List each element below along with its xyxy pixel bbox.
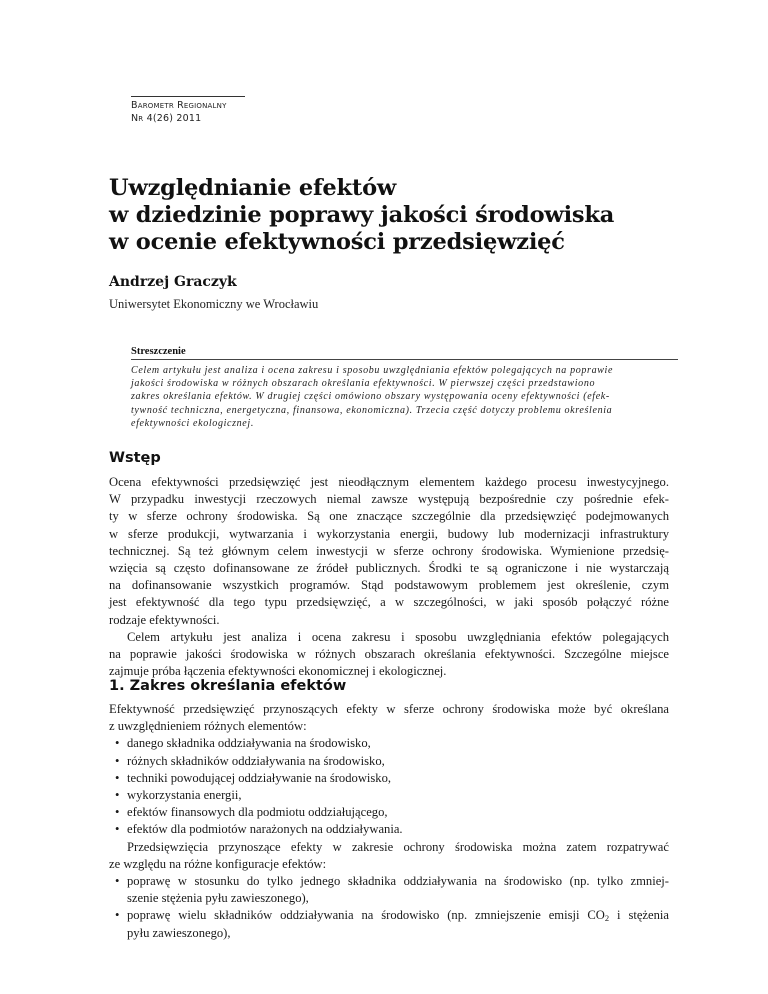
abstract xyxy=(131,345,678,430)
title-line: w dziedzinie poprawy jakości środowiska xyxy=(109,202,615,228)
text-line: Efektywność przedsięwzięć przynoszących efekty w sferze ochrony środowiska może być określana xyxy=(109,702,669,716)
title-line: w ocenie efektywności przedsięwzięć xyxy=(109,229,565,255)
list-item-text: efektów dla podmiotów narażonych na oddziaływania. xyxy=(127,822,403,837)
text-segment: poprawę wielu składników oddziaływania na środowisko (np. zmniejszenie emisji CO xyxy=(127,908,605,923)
abstract-line: Celem artykułu jest analiza i ocena zakresu i sposobu uwzględniania efektów polegających na poprawie xyxy=(131,365,614,376)
list-item xyxy=(109,753,669,770)
abstract-line: tywność techniczna, energetyczna, finansowa, ekonomiczna). Trzecia część dotyczy problemu określenia xyxy=(131,404,613,416)
effects-elements-list xyxy=(109,735,669,838)
text-line: na poprawie jakości środowiska w różnych obszarach określania efektywności. Szczególne miejsce xyxy=(109,647,669,662)
list-item xyxy=(109,770,669,787)
text-line: zajmuje próba łączenia efektywności ekonomicznej i ekologicznej. xyxy=(109,664,447,679)
list-item-line: pyłu zawieszonego), xyxy=(127,925,231,940)
list-item-text: danego składnika oddziaływania na środowisko, xyxy=(127,736,371,751)
effects-configurations-list xyxy=(109,873,669,942)
section1-body xyxy=(109,701,669,942)
journal-issue: Nr 4(26) 2011 xyxy=(131,113,202,124)
text-line: jest efektywność dla tego typu przedsięwzięć, a w szczególności, w jaki sposób połączyć różne xyxy=(109,595,669,610)
abstract-line: efektywności ekologicznej. xyxy=(131,417,254,429)
bullet-icon: • xyxy=(115,874,120,889)
abstract-line: jakości środowiska w różnych obszarach określania efektywności. W pierwszej części przedstawiono xyxy=(131,378,596,390)
section1-paragraph-2 xyxy=(109,839,669,873)
text-line: Celem artykułu jest analiza i ocena zakresu i sposobu uwzględniania efektów polegających xyxy=(127,629,669,644)
text-line: wzięcia są często dofinansowane ze źródeł publicznych. Środki te są ograniczone i nie wystarczają xyxy=(109,561,669,576)
author-affiliation: Uniwersytet Ekonomiczny we Wrocławiu xyxy=(109,297,319,311)
bullet-icon: • xyxy=(115,736,120,751)
intro-paragraph-1 xyxy=(109,474,669,629)
list-item-text: różnych składników oddziaływania na środowisko, xyxy=(127,753,385,768)
list-item-line: szenie stężenia pyłu zawieszonego), xyxy=(127,891,309,906)
author-name: Andrzej Graczyk xyxy=(109,274,237,290)
subscript: 2 xyxy=(604,913,610,924)
section1-paragraph-1 xyxy=(109,701,669,735)
list-item xyxy=(109,873,669,907)
list-item-text: efektów finansowych dla podmiotu oddziałującego, xyxy=(127,805,388,820)
bullet-icon: • xyxy=(115,753,120,768)
intro-body xyxy=(109,474,669,680)
list-item xyxy=(109,821,669,838)
text-line: na dofinansowanie wszystkich programów. Stąd podstawowym problemem jest określenie, czym xyxy=(109,578,669,593)
list-item xyxy=(109,804,669,821)
text-line: rodzaje efektywności. xyxy=(109,612,220,627)
bullet-icon: • xyxy=(115,770,120,785)
journal-header xyxy=(131,96,245,125)
section-heading-intro: Wstęp xyxy=(109,450,161,466)
list-item xyxy=(109,907,669,941)
section-heading-1: 1. Zakres określania efektów xyxy=(109,678,347,694)
text-line: Ocena efektywności przedsięwzięć jest nieodłącznym elementem każdego procesu inwestycyjnego. xyxy=(109,475,669,489)
text-line: ze względu na różne konfiguracje efektów: xyxy=(109,856,327,871)
list-item-line xyxy=(127,907,669,924)
text-line: W przypadku inwestycji rzeczowych niemal zawsze występują bezpośrednie czy pośrednie efek- xyxy=(109,492,669,507)
list-item-line: poprawę w stosunku do tylko jednego składnika oddziaływania na środowisko (np. tylko zmniej- xyxy=(127,874,669,889)
intro-paragraph-2 xyxy=(109,629,669,681)
bullet-icon: • xyxy=(115,788,120,803)
bullet-icon: • xyxy=(115,822,120,837)
abstract-heading: Streszczenie xyxy=(131,345,678,360)
bullet-icon: • xyxy=(115,805,120,820)
text-line: ty w sferze ochrony środowiska. Są one znaczące szczególnie dla przedsięwzięć podejmowanych xyxy=(109,509,669,524)
text-segment: i stężenia xyxy=(609,908,669,923)
list-item-text: techniki powodującej oddziaływanie na środowisko, xyxy=(127,770,392,785)
abstract-line: zakres określania efektów. W drugiej części omówiono obszary występowania oceny efektywności (efek- xyxy=(131,391,610,403)
abstract-body xyxy=(131,364,678,430)
journal-name: Barometr Regionalny xyxy=(131,100,227,111)
text-line: z uwzględnieniem różnych elementów: xyxy=(109,719,307,734)
text-line: w sferze produkcji, wytwarzania i wykorzystania energii, budowy lub modernizacji infrastruktury xyxy=(109,526,669,541)
bullet-icon: • xyxy=(115,908,120,923)
list-item-text: wykorzystania energii, xyxy=(127,788,242,803)
header-rule xyxy=(131,96,245,97)
text-line: technicznej. Są też głównym celem inwestycji w sferze ochrony środowiska. Wymienione przedsię- xyxy=(109,543,669,558)
article-title xyxy=(109,175,669,256)
list-item xyxy=(109,735,669,752)
text-line: Przedsięwzięcia przynoszące efekty w zakresie ochrony środowiska można zatem rozpatrywać xyxy=(127,839,669,854)
list-item xyxy=(109,787,669,804)
title-line: Uwzględnianie efektów xyxy=(109,175,397,201)
